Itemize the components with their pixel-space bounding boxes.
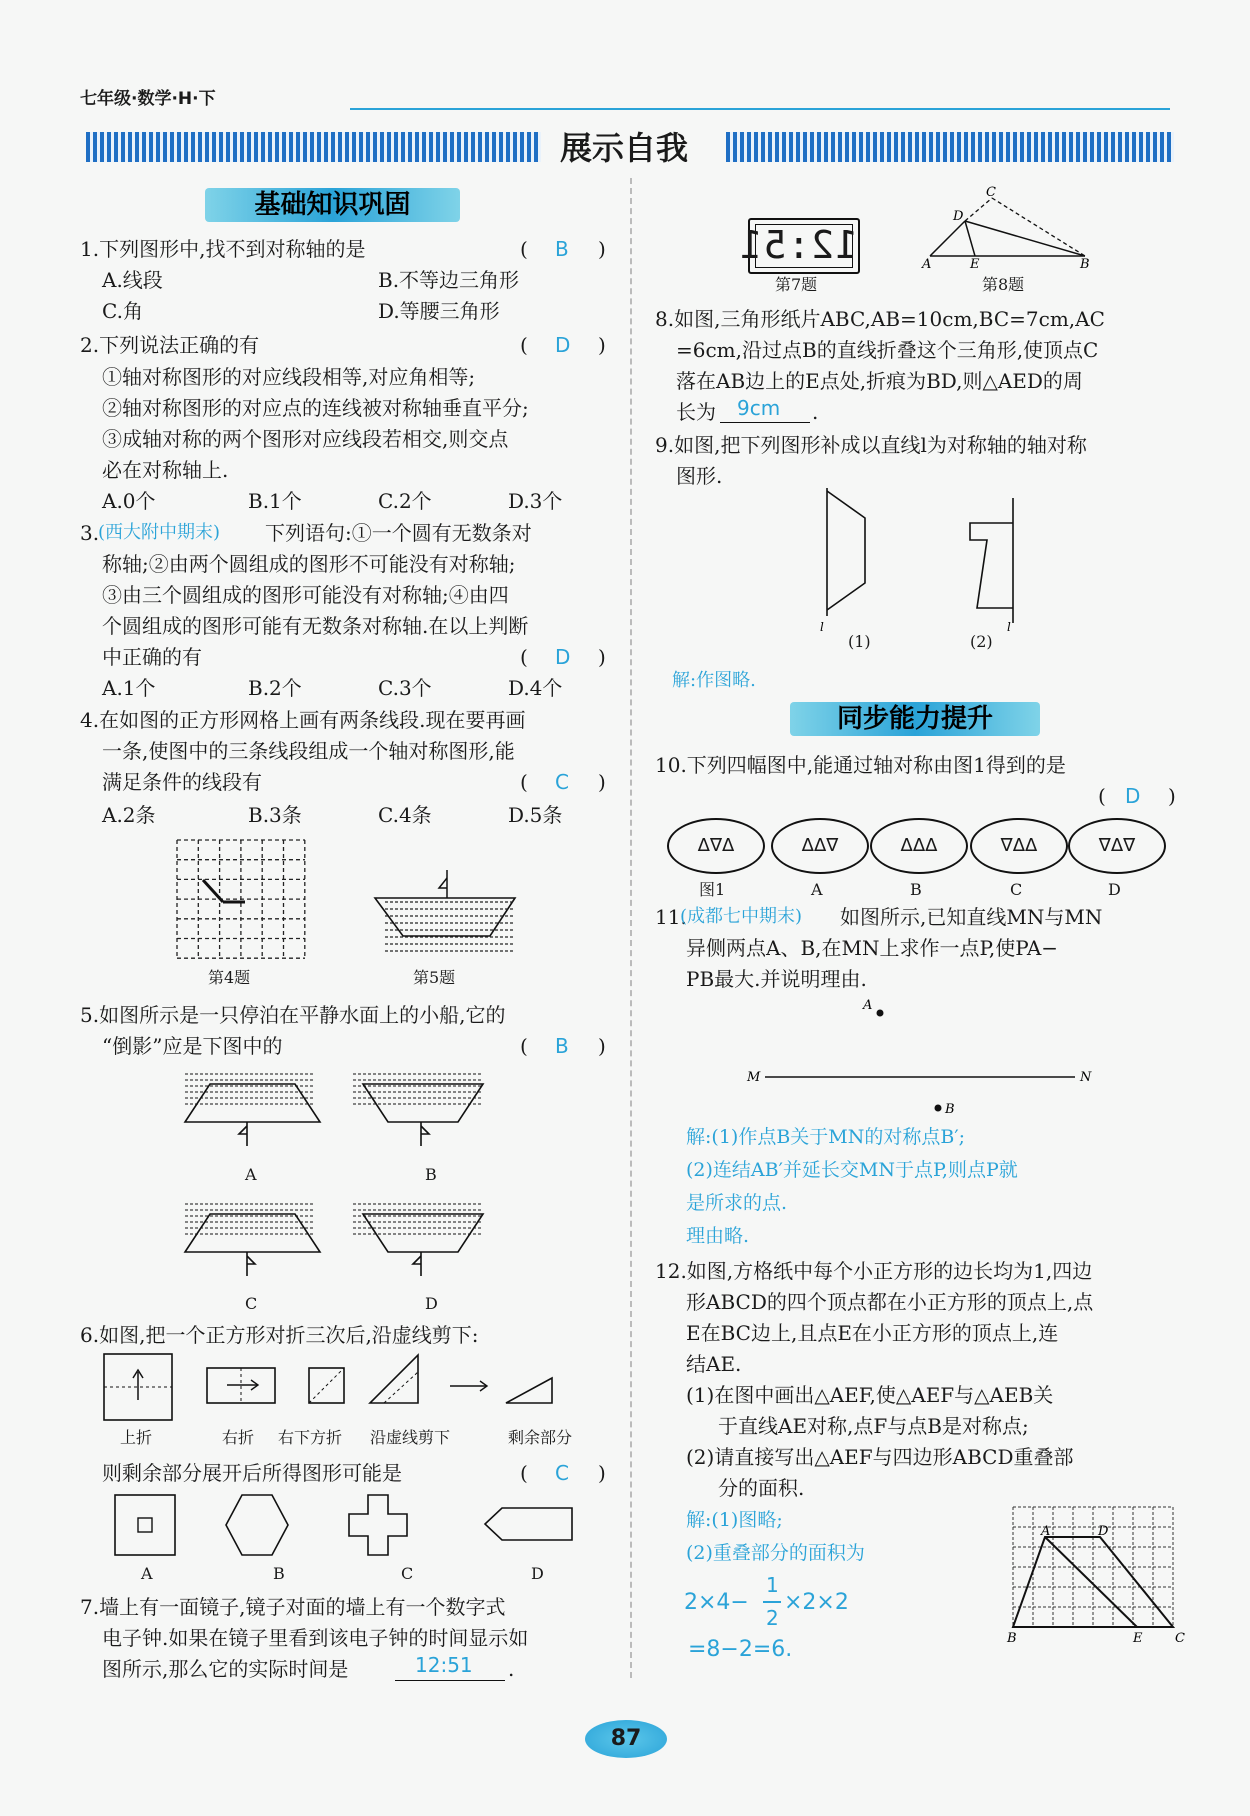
q10-oval: ΔΔΔ [870, 818, 968, 874]
q4-option-a: A.2条 [102, 803, 156, 827]
q11-point-n: N [1080, 1070, 1092, 1085]
q1-option-b: B.不等边三角形 [378, 268, 520, 292]
q5-label-a: A [245, 1165, 257, 1184]
q5-label-b: B [425, 1165, 437, 1184]
q1-option-c: C.角 [102, 299, 143, 323]
q3-line: 下列语句:①一个圆有无数条对 [265, 521, 532, 545]
q3-option-c: C.3个 [378, 676, 432, 700]
q12-line: 分的面积. [718, 1476, 805, 1500]
q4-option-b: B.3条 [248, 803, 302, 827]
q3-line: 中正确的有 [102, 645, 202, 669]
q12-line: 于直线AE对称,点F与点B是对称点; [718, 1414, 1029, 1438]
q6-step: 右折 [222, 1428, 255, 1447]
q9-axis-l1: l [820, 620, 824, 634]
q4-line: 满足条件的线段有 [102, 770, 262, 794]
q2-option-b: B.1个 [248, 489, 302, 513]
q11-figure [745, 995, 1095, 1115]
q12-line: (1)在图中画出△AEF,使△AEF与△AEB关 [686, 1383, 1054, 1407]
q6-options-figure [112, 1490, 582, 1562]
q12-line: 结AE. [686, 1352, 742, 1376]
q6-answer: C [555, 1461, 569, 1485]
q10-stem: 10.下列四幅图中,能通过轴对称由图1得到的是 [655, 753, 1066, 777]
q1-bracket: ) [598, 237, 606, 261]
q12-grid-figure [1005, 1505, 1185, 1645]
q10-oval-label: C [1010, 880, 1023, 899]
q11-line: 如图所示,已知直线MN与MN [840, 905, 1103, 929]
q6-stem: 6.如图,把一个正方形对折三次后,沿虚线剪下: [80, 1323, 479, 1347]
q9-caption-2: (2) [970, 632, 993, 651]
q6-bracket: ) [598, 1461, 606, 1485]
q8-point-a: A [922, 257, 932, 272]
q6-question: 则剩余部分展开后所得图形可能是 [102, 1461, 402, 1485]
q8-line: 8.如图,三角形纸片ABC,AB=10cm,BC=7cm,AC [655, 307, 1105, 331]
q11-solution: 理由略. [686, 1225, 750, 1247]
q7-answer-blank [395, 1680, 505, 1681]
q8-line: 长为 [676, 400, 716, 424]
q11-point-m: M [747, 1070, 761, 1085]
page-title: 展示自我 [560, 129, 689, 167]
q7-clock [738, 218, 860, 274]
q12-fraction-den: 2 [766, 1606, 779, 1630]
q5-options-figure [185, 1072, 505, 1302]
q6-label-a: A [141, 1564, 153, 1583]
q1-option-d: D.等腰三角形 [378, 299, 500, 323]
q12-point-d: D [1098, 1524, 1109, 1539]
q7-answer: 12:51 [415, 1653, 473, 1677]
q12-line: E在BC边上,且点E在小正方形的顶点上,连 [686, 1321, 1059, 1345]
q10-oval-label: A [811, 880, 823, 899]
q7-period: . [508, 1657, 515, 1681]
q10-oval: ΔΔ∇ [771, 818, 869, 874]
q4-grid-figure [175, 838, 307, 960]
q8-point-b: B [1080, 257, 1090, 272]
q9-figures [815, 488, 1015, 638]
q12-point-c: C [1175, 1631, 1185, 1646]
q12-point-a: A [1041, 1524, 1051, 1539]
q4-bracket: ) [598, 770, 606, 794]
q12-formula-c: =8−2=6. [688, 1637, 793, 1662]
q11-source: (成都七中期末) [680, 906, 803, 927]
q2-bracket: ( [520, 333, 528, 357]
q4-option-c: C.4条 [378, 803, 432, 827]
section-basic-banner: 基础知识巩固 [205, 188, 460, 222]
q12-point-b: B [1007, 1631, 1017, 1646]
q4-line: 4.在如图的正方形网格上画有两条线段.现在要再画 [80, 708, 526, 732]
q3-source: (西大附中期末) [98, 522, 221, 543]
q10-answer: D [1125, 784, 1141, 808]
q6-label-d: D [531, 1564, 544, 1583]
q2-line: ②轴对称图形的对应点的连线被对称轴垂直平分; [102, 396, 529, 420]
q5-line: “倒影”应是下图中的 [102, 1034, 283, 1058]
q2-option-c: C.2个 [378, 489, 432, 513]
q3-option-b: B.2个 [248, 676, 302, 700]
q6-step: 剩余部分 [508, 1428, 573, 1447]
q12-solution: (2)重叠部分的面积为 [686, 1542, 865, 1564]
header-rule [350, 108, 1170, 110]
q2-option-a: A.0个 [102, 489, 156, 513]
q3-line: 称轴;②由两个圆组成的图形不可能没有对称轴; [102, 552, 516, 576]
q9-caption-1: (1) [848, 632, 871, 651]
q12-fraction-num: 1 [766, 1573, 779, 1597]
section-advanced-banner: 同步能力提升 [790, 702, 1040, 736]
q6-label-c: C [401, 1564, 414, 1583]
q1-bracket: ( [520, 237, 528, 261]
q3-answer: D [555, 645, 571, 669]
q6-step: 沿虚线剪下 [370, 1428, 451, 1447]
q2-line: ①轴对称图形的对应线段相等,对应角相等; [102, 365, 476, 389]
q4-caption: 第4题 [208, 968, 251, 987]
q7-line: 7.墙上有一面镜子,镜子对面的墙上有一个数字式 [80, 1595, 506, 1619]
q2-bracket: ) [598, 333, 606, 357]
q10-bracket: ( [1098, 784, 1106, 808]
q1-option-a: A.线段 [102, 268, 163, 292]
q10-oval-label: 图1 [699, 880, 726, 899]
q3-bracket: ( [520, 645, 528, 669]
q11-point-b: B [945, 1102, 955, 1117]
q2-line: 必在对称轴上. [102, 458, 229, 482]
q5-bracket: ) [598, 1034, 606, 1058]
q8-answer: 9cm [737, 396, 781, 420]
q11-solution: 是所求的点. [686, 1192, 788, 1214]
q3-line: 个圆组成的图形可能有无数条对称轴.在以上判断 [102, 614, 529, 638]
q5-caption: 第5题 [413, 968, 456, 987]
q8-period: . [812, 400, 819, 424]
q5-bracket: ( [520, 1034, 528, 1058]
q8-point-d: D [953, 209, 964, 224]
q6-label-b: B [273, 1564, 285, 1583]
page-number-badge [585, 1720, 667, 1758]
q1-stem: 1.下列图形中,找不到对称轴的是 [80, 237, 366, 261]
q4-line: 一条,使图中的三条线段组成一个轴对称图形,能 [102, 739, 515, 763]
q6-step: 上折 [120, 1428, 153, 1447]
q10-bracket: ) [1168, 784, 1176, 808]
q12-line: 形ABCD的四个顶点都在小正方形的顶点上,点 [686, 1290, 1094, 1314]
q12-point-e: E [1133, 1631, 1143, 1646]
page-number: 87 [610, 1726, 642, 1751]
q5-label-c: C [245, 1294, 258, 1313]
q4-bracket: ( [520, 770, 528, 794]
q10-oval: ∇ΔΔ [970, 818, 1068, 874]
q6-folding-figure [102, 1352, 582, 1424]
q2-stem: 2.下列说法正确的有 [80, 333, 260, 357]
q9-solution: 解:作图略. [672, 670, 756, 691]
q3-option-a: A.1个 [102, 676, 156, 700]
q8-line: =6cm,沿过点B的直线折叠这个三角形,使顶点C [676, 338, 1099, 362]
q9-line: 9.如图,把下列图形补成以直线l为对称轴的轴对称 [655, 433, 1087, 457]
q11-line: PB最大.并说明理由. [686, 967, 867, 991]
q8-point-e: E [970, 257, 980, 272]
q4-option-d: D.5条 [508, 803, 563, 827]
q5-line: 5.如图所示是一只停泊在平静水面上的小船,它的 [80, 1003, 506, 1027]
q9-axis-l2: l [1007, 620, 1011, 634]
q2-answer: D [555, 333, 571, 357]
q3-number: 3. [80, 521, 100, 545]
q12-formula-a: 2×4− [684, 1590, 749, 1615]
q12-solution: 解:(1)图略; [686, 1509, 783, 1531]
q10-oval: ∇Δ∇ [1068, 818, 1166, 874]
title-stripe-right [726, 132, 1174, 162]
q7-clock-display: 12:51 [738, 223, 858, 267]
q3-bracket: ) [598, 645, 606, 669]
q9-line: 图形. [676, 464, 723, 488]
q3-option-d: D.4个 [508, 676, 563, 700]
q12-formula-b: ×2×2 [784, 1590, 849, 1615]
column-divider [630, 178, 632, 1678]
q8-caption: 第8题 [982, 275, 1025, 294]
q11-number: 11. [655, 905, 687, 929]
q2-line: ③成轴对称的两个图形对应线段若相交,则交点 [102, 427, 509, 451]
q5-label-d: D [425, 1294, 438, 1313]
q7-line: 电子钟.如果在镜子里看到该电子钟的时间显示如 [102, 1626, 529, 1650]
q4-answer: C [555, 770, 569, 794]
q7-line: 图所示,那么它的实际时间是 [102, 1657, 349, 1681]
q6-step: 右下方折 [278, 1428, 343, 1447]
q5-boat-figure [375, 870, 525, 965]
q10-oval-label: D [1108, 880, 1121, 899]
q10-oval: Δ∇Δ [667, 818, 765, 874]
q8-triangle-figure [920, 185, 1095, 272]
book-label: 七年级·数学·H·下 [80, 89, 216, 109]
q8-point-c: C [986, 185, 996, 200]
q11-line: 异侧两点A、B,在MN上求作一点P,使PA− [686, 936, 1059, 960]
title-stripe-left [86, 132, 541, 162]
q8-line: 落在AB边上的E点处,折痕为BD,则△AED的周 [676, 369, 1083, 393]
q12-line: (2)请直接写出△AEF与四边形ABCD重叠部 [686, 1445, 1074, 1469]
q7-caption: 第7题 [775, 275, 818, 294]
q12-line: 12.如图,方格纸中每个小正方形的边长均为1,四边 [655, 1259, 1093, 1283]
q5-answer: B [555, 1034, 569, 1058]
q11-point-a: A [863, 998, 873, 1013]
q6-bracket: ( [520, 1461, 528, 1485]
q10-oval-label: B [910, 880, 922, 899]
q1-answer: B [555, 237, 569, 261]
q11-solution: 解:(1)作点B关于MN的对称点B′; [686, 1126, 966, 1148]
q11-solution: (2)连结AB′并延长交MN于点P,则点P就 [686, 1159, 1018, 1181]
q3-line: ③由三个圆组成的图形可能没有对称轴;④由四 [102, 583, 509, 607]
q2-option-d: D.3个 [508, 489, 563, 513]
